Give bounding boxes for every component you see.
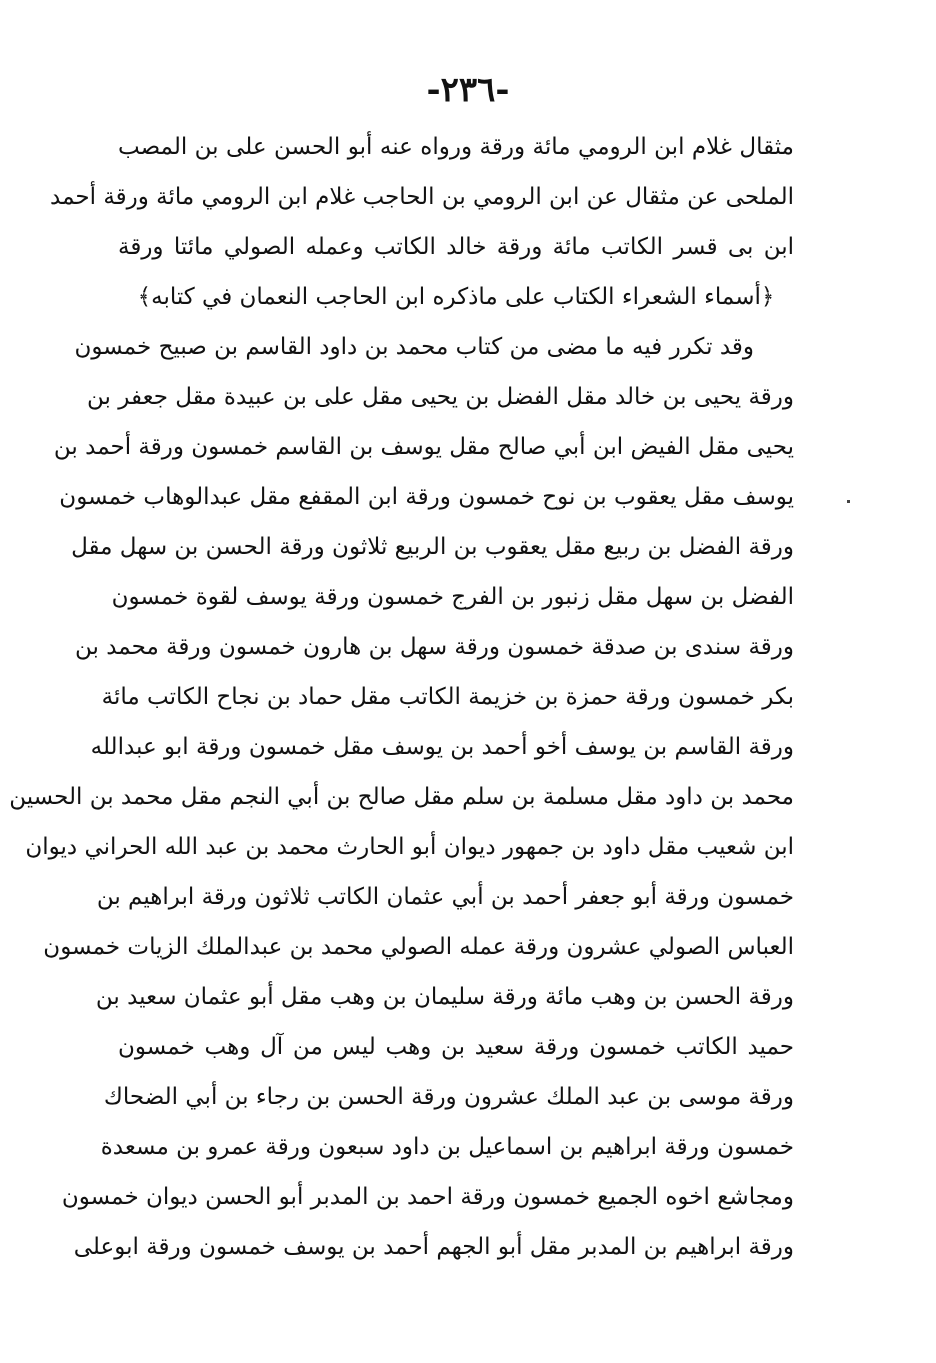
- text-line: بكر خمسون ورقة حمزة بن خزيمة الكاتب مقل حماد بن نجاح الكاتب مائة: [101, 684, 794, 710]
- text-line: ورقة الحسن بن وهب مائة ورقة سليمان بن وهب مقل أبو عثمان سعيد بن: [95, 984, 794, 1010]
- text-line: الملحى عن مثقال عن ابن الرومي بن الحاجب غلام ابن الرومي مائة ورقة أحمد: [50, 184, 794, 210]
- text-line: ورقة القاسم بن يوسف أخو أحمد بن يوسف مقل خمسون ورقة ابو عبدالله: [90, 734, 794, 760]
- text-line: خمسون ورقة أبو جعفر أحمد بن أبي عثمان الكاتب ثلاثون ورقة ابراهيم بن: [96, 884, 794, 910]
- text-line: ورقة سندى بن صدقة خمسون ورقة سهل بن هارون خمسون ورقة محمد بن: [75, 634, 794, 660]
- section-heading: ﴿أسماء الشعراء الكتاب على ماذكره ابن الحاجب النعمان في كتابه﴾: [137, 284, 775, 310]
- text-line: ورقة موسى بن عبد الملك عشرون ورقة الحسن بن رجاء بن أبي الضحاك: [103, 1084, 794, 1110]
- margin-dot: [847, 500, 850, 503]
- text-line: خمسون ورقة ابراهيم بن اسماعيل بن داود سبعون ورقة عمرو بن مسعدة: [100, 1134, 794, 1160]
- text-line: حميد الكاتب خمسون ورقة سعيد بن وهب ليس من آل وهب خمسون: [118, 1034, 794, 1060]
- text-line: يوسف مقل يعقوب بن نوح خمسون ورقة ابن المقفع مقل عبدالوهاب خمسون: [59, 484, 794, 510]
- text-line: ابن بى قسر الكاتب مائة ورقة خالد الكاتب وعمله الصولي مائتا ورقة: [118, 234, 794, 260]
- body-text: [9, 122, 794, 1272]
- text-line: الفضل بن سهل مقل زنبور بن الفرج خمسون ورقة يوسف لقوة خمسون: [111, 584, 794, 610]
- text-line: ورقة ابراهيم بن المدبر مقل أبو الجهم أحمد بن يوسف خمسون ورقة ابوعلى: [73, 1234, 794, 1260]
- text-line: العباس الصولي عشرون ورقة عمله الصولي محمد بن عبدالملك الزيات خمسون: [43, 934, 794, 960]
- text-line: مثقال غلام ابن الرومي مائة ورقة ورواه عنه أبو الحسن على بن المصب: [118, 134, 794, 160]
- page-number: -٢٣٦-: [426, 70, 510, 110]
- text-line: يحيى مقل الفيض ابن أبي صالح مقل يوسف بن القاسم خمسون ورقة أحمد بن: [53, 434, 794, 460]
- text-line: ورقة يحيى بن خالد مقل الفضل بن يحيى مقل على بن عبيدة مقل جعفر بن: [87, 384, 794, 410]
- text-line: ابن شعيب مقل داود بن جمهور ديوان أبو الحارث محمد بن عبد الله الحراني ديوان: [25, 834, 794, 860]
- text-line: محمد بن داود مقل مسلمة بن سلم مقل صالح بن أبي النجم مقل محمد بن الحسين: [9, 784, 794, 810]
- text-line: وقد تكرر فيه ما مضى من كتاب محمد بن داود القاسم بن صبيح خمسون: [74, 334, 754, 360]
- text-line: ومجاشع اخوه الجميع خمسون ورقة احمد بن المدبر أبو الحسن ديوان خمسون: [61, 1184, 794, 1210]
- text-line: ورقة الفضل بن ربيع مقل يعقوب بن الربيع ثلاثون ورقة الحسن بن سهل مقل: [71, 534, 794, 560]
